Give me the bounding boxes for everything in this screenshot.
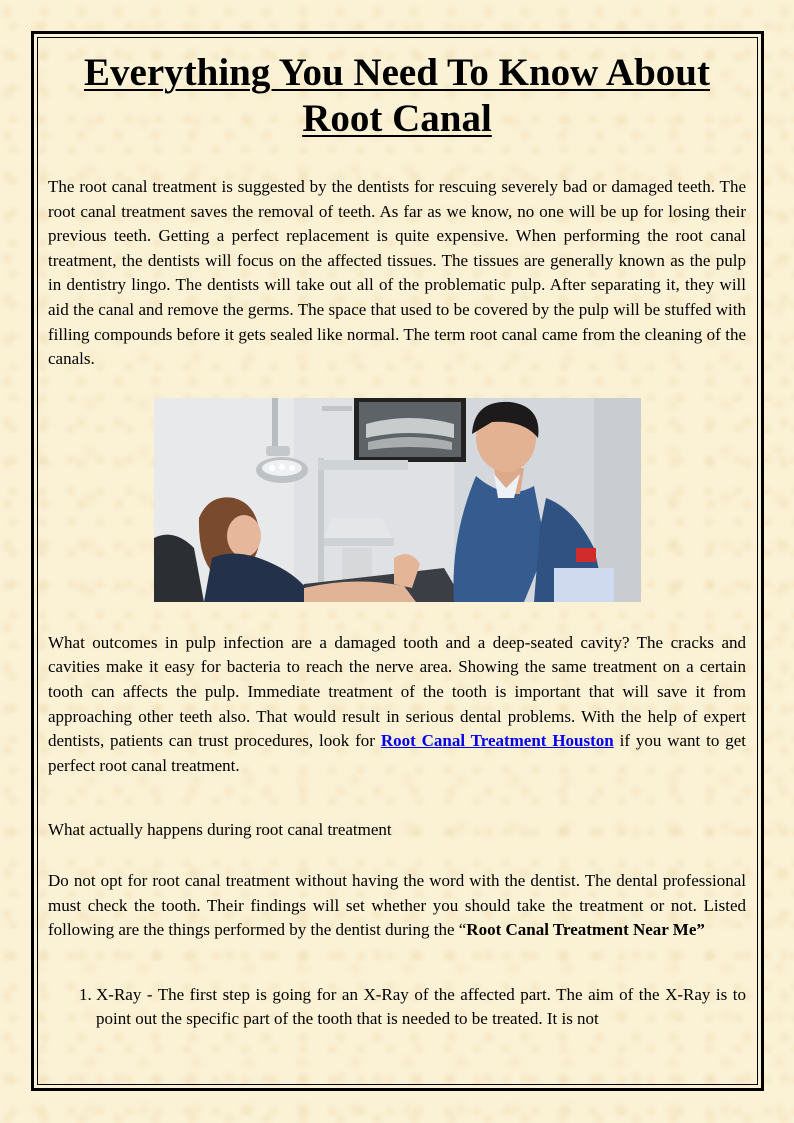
consult-text: Do not opt for root canal treatment without having the word with the dentist. The dental professional must check the tooth. Their findings will set whether you should take the treatment or not. Listed following are the things performed by the dentist during the “ — [48, 870, 746, 940]
steps-list — [48, 983, 746, 1032]
root-canal-houston-link[interactable]: Root Canal Treatment Houston — [380, 731, 614, 751]
intro-paragraph: The root canal treatment is suggested by the dentists for rescuing severely bad or damaged teeth. The root canal treatment saves the removal of teeth. As far as we know, no one will be up for losing their previous teeth. Getting a perfect replacement is quite expensive. When performing the root canal treatment, the dentists will focus on the affected tissues. The tissues are generally known as the pulp in dentistry lingo. The dentists will take out all of the problematic pulp. After separating it, they will aid the canal and remove the germs. The space that used to be covered by the pulp will be stuffed with filling compounds before it gets sealed like normal. The term root canal came from the cleaning of the canals. — [48, 177, 746, 369]
outcomes-text-before: What outcomes in pulp infection are a damaged tooth and a deep-seated cavity? The cracks and cavities make it easy for bacteria to reach the nerve area. Showing the same treatment on a certain tooth can affects the pulp. Immediate treatment of the tooth is important that will save it from approaching other teeth also. That would result in serious dental problems. With the help of expert dentists, patients can trust procedures, look for — [48, 632, 746, 751]
page-title: Everything You Need To Know About Root Canal — [84, 51, 710, 140]
section-heading: What actually happens during root canal treatment — [48, 820, 392, 840]
dental-clinic-photo — [154, 398, 641, 602]
consult-paragraph — [48, 869, 746, 943]
list-item: 1. X-Ray - The first step is going for an X-Ray of the affected part. The aim of the X-Ray is to point out the specific part of the tooth that is needed to be treated. It is not — [96, 983, 746, 1032]
photo-container — [48, 398, 746, 602]
document-body — [48, 50, 746, 1032]
consult-bold-phrase: Root Canal Treatment Near Me” — [466, 920, 705, 940]
outcomes-paragraph — [48, 631, 746, 779]
outcomes-text-after: if you want to get perfect root canal treatment. — [48, 731, 746, 775]
